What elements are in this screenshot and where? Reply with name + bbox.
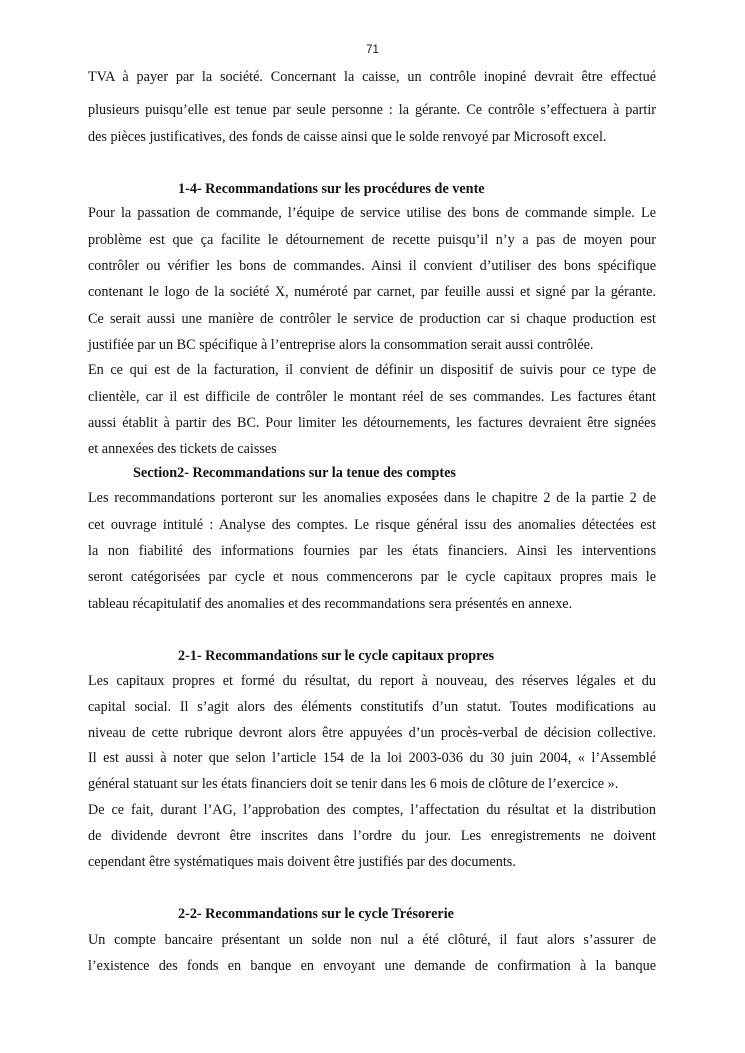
text-line: seront catégorisées par cycle et nous commencerons par le cycle capitaux propres mais le [88,569,656,585]
text-line: clientèle, car il est difficile de contrôler le montant réel de ses commandes. Les factures étant [88,389,656,405]
text-line: Les recommandations porteront sur les anomalies exposées dans le chapitre 2 de la partie 2 de [88,490,656,506]
text-line: justifiée par un BC spécifique à l’entreprise alors la consommation serait aussi contrôlée. [88,337,594,353]
text-line: capital social. Il s’agit alors des éléments constitutifs d’un statut. Toutes modifications au [88,699,656,715]
text-line: aussi établit à partir des BC. Pour limiter les détournements, les factures devraient être signées [88,415,656,431]
text-line: En ce qui est de la facturation, il convient de définir un dispositif de suivis pour ce type de [88,362,656,378]
text-line: contenant le logo de la société X, numéroté par carnet, par feuille aussi et signé par la gérante. [88,284,656,300]
text-line: De ce fait, durant l’AG, l’approbation des comptes, l’affectation du résultat et la distribution [88,802,656,818]
page-number: 71 [366,44,379,56]
text-line: l’existence des fonds en banque en envoyant une demande de confirmation à la banque [88,958,656,974]
text-line: Un compte bancaire présentant un solde non nul a été clôturé, il faut alors s’assurer de [88,932,656,948]
text-line: TVA à payer par la société. Concernant la caisse, un contrôle inopiné devrait être effectué [88,69,656,85]
text-line: contrôler ou vérifier les bons de commandes. Ainsi il convient d’utiliser des bons spécifique [88,258,656,274]
text-line: Les capitaux propres et formé du résultat, du report à nouveau, des réserves légales et du [88,673,656,689]
section-heading: 2-1- Recommandations sur le cycle capitaux propres [178,648,495,664]
text-line: Pour la passation de commande, l’équipe de service utilise des bons de commande simple. Le [88,205,656,221]
section-heading: 1-4- Recommandations sur les procédures de vente [178,181,485,197]
section-heading: 2-2- Recommandations sur le cycle Trésorerie [178,906,454,922]
text-line: général statuant sur les états financiers doit se tenir dans les 6 mois de clôture de l’exercice ». [88,776,619,792]
text-line: Il est aussi à noter que selon l’article 154 de la loi 2003-036 du 30 juin 2004, « l’Assemblé [88,750,656,766]
text-line: niveau de cette rubrique devront alors être appuyées d’un procès-verbal de décision collective. [88,725,656,741]
text-line: tableau récapitulatif des anomalies et des recommandations sera présentés en annexe. [88,596,573,612]
text-line: et annexées des tickets de caisses [88,441,277,457]
text-line: la non fiabilité des informations fournies par les états financiers. Ainsi les interventions [88,543,656,559]
text-line: problème est que ça facilite le détournement de recette puisqu’il n’y a pas de moyen pour [88,232,656,248]
text-line: des pièces justificatives, des fonds de caisse ainsi que le solde renvoyé par Microsoft excel. [88,129,607,145]
text-line: plusieurs puisqu’elle est tenue par seule personne : la gérante. Ce contrôle s’effectuera à partir [88,102,656,118]
text-line: cependant être systématiques mais doivent être justifiés par des documents. [88,854,516,870]
section-heading: Section2- Recommandations sur la tenue des comptes [133,465,456,481]
text-line: Ce serait aussi une manière de contrôler le service de production car si chaque production est [88,311,656,327]
text-line: de dividende devront être inscrites dans l’ordre du jour. Les enregistrements ne doivent [88,828,656,844]
text-line: cet ouvrage intitulé : Analyse des comptes. Le risque général issu des anomalies détectées est [88,517,656,533]
